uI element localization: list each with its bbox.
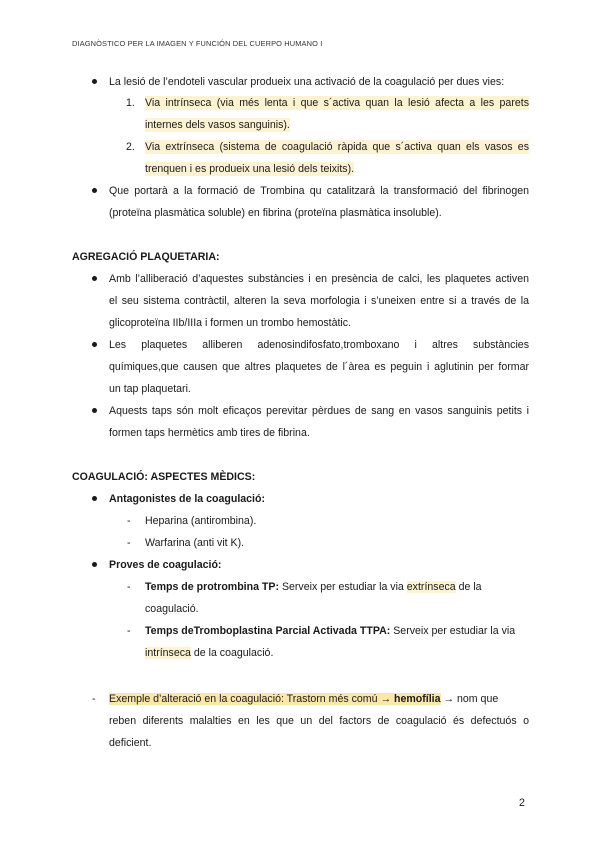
paragraph-line: coagulació. [145,603,199,615]
paragraph-line [109,692,498,706]
paragraph-line: La lesió de l’endoteli vascular produeix una activació de la coagulació per dues vies: [109,76,505,88]
bullet-dot [92,562,97,567]
text-run: de la coagulació. [190,647,274,659]
paragraph-line: Heparina (antirombina). [145,515,257,527]
paragraph-line: Via intrínseca (via més lenta i que s´activa quan la lesió afecta a les parets [145,97,529,109]
paragraph-line [145,624,515,638]
text-run: → nom que [440,693,499,705]
paragraph-line: el seu sistema contràctil, alteren la seva morfologia i s’uneixen entre si a través de la [109,295,529,307]
bullet-dot [92,496,97,501]
section-heading: AGREGACIÓ PLAQUETARIA: [72,251,220,263]
page-number: 2 [519,797,525,809]
dash-marker: - [127,515,131,527]
highlight-bold: hemofília [394,693,441,705]
bullet-dot [92,188,97,193]
bullet-dot [92,408,97,413]
paragraph-line: glicoproteïna IIb/IIIa i formen un trombo hemostàtic. [109,317,352,329]
bullet-dot [92,79,97,84]
dash-marker: - [92,693,96,705]
paragraph-line [145,580,529,594]
paragraph-line: químiques,que causen que altres plaquetes de l´àrea es peguin i aglutinin per formar [109,361,529,373]
paragraph-line: trenquen i es produeix una lesió dels teixits). [145,163,355,175]
text-run: Serveix per estudiar la via [279,581,407,593]
dash-marker: - [127,537,131,549]
list-number: 2. [126,141,135,153]
paragraph-line: Via extrínseca (sistema de coagulació ràpida que s´activa quan els vasos es [145,141,529,153]
list-heading: Proves de coagulació: [109,559,222,571]
paragraph-line: (proteïna plasmàtica soluble) en fibrina (proteïna plasmàtica insoluble). [109,207,442,219]
bullet-dot [92,342,97,347]
paragraph-line: Les plaquetes alliberen adenosindifosfato,tromboxano i altres substàncies [109,339,529,351]
test-name-tp: Temps de protrombina TP: [145,581,279,593]
paragraph-line: deficient. [109,737,152,749]
test-name-ttpa: Temps deTromboplastina Parcial Activada TTPA: [145,625,391,637]
highlight-text [109,693,441,705]
highlight-text: intrínseca [145,647,191,659]
text-run: Serveix per estudiar la via [390,625,516,637]
paragraph-line: Warfarina (anti vit K). [145,537,245,549]
paragraph-line: un tap plaquetari. [109,383,191,395]
paragraph-line: reben diferents malalties en les que un del factors de coagulació és defectuós o [109,715,529,727]
paragraph-line: internes dels vasos sanguinis). [145,119,290,131]
highlight-text: extrínseca [406,581,456,593]
paragraph-line [145,646,273,660]
list-number: 1. [126,97,135,109]
paragraph-line: Que portarà a la formació de Trombina qu catalitzarà la transformació del fibrinogen [109,185,529,197]
text-run: Exemple d’alteració en la coagulació: Trastorn més comú → [109,693,394,705]
dash-marker: - [127,581,131,593]
paragraph-line: Aquests taps són molt eficaços perevitar pèrdues de sang en vasos sanguinis petits i [109,405,529,417]
paragraph-line: Amb l’alliberació d’aquestes substàncies i en presència de calci, les plaquetes activen [109,273,529,285]
section-heading: COAGULACIÓ: ASPECTES MÈDICS: [72,471,256,483]
list-heading: Antagonistes de la coagulació: [109,493,265,505]
bullet-dot [92,276,97,281]
text-run: de la [455,581,482,593]
document-header: DIAGNÒSTICO PER LA IMAGEN Y FUNCIÓN DEL CUERPO HUMANO I [72,39,323,48]
paragraph-line: formen taps hermètics amb tires de fibrina. [109,427,310,439]
dash-marker: - [127,625,131,637]
